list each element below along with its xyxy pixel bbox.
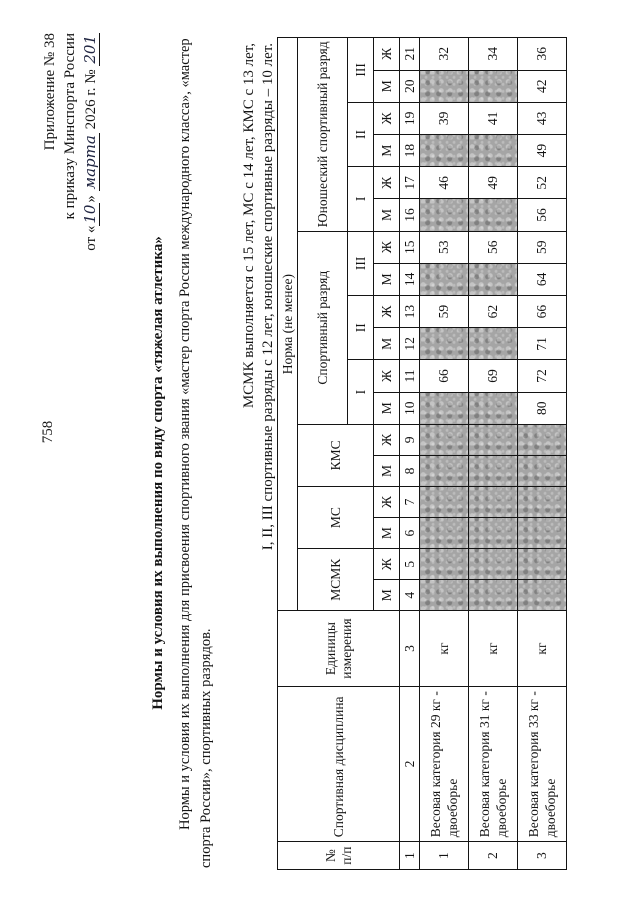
appendix-date-line [80, 33, 101, 293]
shaded-cell [420, 518, 469, 549]
value-rank-2-f: 59 [420, 296, 469, 328]
shaded-cell [469, 135, 518, 167]
header-num: № п/п [278, 842, 400, 870]
value-youth-2-m: 49 [518, 135, 567, 167]
table-row [518, 38, 567, 870]
gender-m: М [374, 518, 400, 549]
header-row-1 [278, 38, 298, 870]
value-youth-1-f: 49 [469, 167, 518, 199]
gender-m: М [374, 70, 400, 102]
gender-m: М [374, 580, 400, 611]
col-number: 21 [400, 38, 420, 71]
shaded-cell [469, 328, 518, 360]
col-number: 15 [400, 231, 420, 263]
table-row [469, 38, 518, 870]
value-youth-1-m: 56 [518, 199, 567, 231]
value-rank-3-f: 56 [469, 231, 518, 263]
norms-table [277, 37, 567, 870]
col-number: 17 [400, 167, 420, 199]
appendix-number: Приложение № 38 [42, 33, 58, 151]
value-rank-1-f: 66 [420, 360, 469, 392]
date-day: 10 [81, 204, 99, 224]
column-number-row [400, 38, 420, 870]
age-conditions-line-1: МСМК выполняется с 15 лет, МС с 14 лет, КМС с 13 лет, [241, 43, 257, 409]
col-number: 14 [400, 263, 420, 295]
col-number: 2 [400, 686, 420, 841]
row-number: 3 [518, 842, 567, 870]
shaded-cell [469, 263, 518, 295]
shaded-cell [469, 424, 518, 455]
col-number: 16 [400, 199, 420, 231]
value-rank-1-f: 69 [469, 360, 518, 392]
shaded-cell [420, 199, 469, 231]
shaded-cell [469, 199, 518, 231]
col-number: 4 [400, 580, 420, 611]
row-discipline: Весовая категория 29 кг - двоеборье [420, 686, 469, 841]
shaded-cell [420, 70, 469, 102]
gender-f: Ж [374, 167, 400, 199]
gender-f: Ж [374, 38, 400, 71]
gender-m: М [374, 455, 400, 486]
document-title: Нормы и условия их выполнения по виду спорта «тяжелая атлетика» [150, 236, 166, 710]
value-youth-2-f: 39 [420, 102, 469, 134]
gender-f: Ж [374, 296, 400, 328]
shaded-cell [469, 549, 518, 580]
col-number: 1 [400, 842, 420, 870]
shaded-cell [518, 455, 567, 486]
col-number: 9 [400, 424, 420, 455]
row-unit: кг [518, 611, 567, 687]
shaded-cell [469, 70, 518, 102]
value-youth-2-f: 41 [469, 102, 518, 134]
row-unit: кг [420, 611, 469, 687]
col-number: 12 [400, 328, 420, 360]
order-number: 201 [81, 35, 99, 64]
header-norm: Норма (не менее) [278, 38, 298, 611]
header-rank-1: I [348, 360, 374, 424]
header-kms: КМС [298, 424, 374, 486]
appendix-header [40, 33, 101, 293]
gender-f: Ж [374, 360, 400, 392]
shaded-cell [518, 549, 567, 580]
shaded-cell [518, 518, 567, 549]
value-rank-3-f: 53 [420, 231, 469, 263]
gender-m: М [374, 328, 400, 360]
gender-f: Ж [374, 486, 400, 517]
value-rank-3-m: 64 [518, 263, 567, 295]
value-youth-1-f: 52 [518, 167, 567, 199]
header-youth-rank-3: III [348, 38, 374, 103]
age-conditions [240, 43, 278, 803]
header-units: Единицы измерения [278, 611, 400, 687]
shaded-cell [469, 518, 518, 549]
shaded-cell [420, 135, 469, 167]
value-rank-1-m: 80 [518, 392, 567, 424]
page-number: 758 [40, 420, 56, 444]
header-rank-2: II [348, 296, 374, 360]
header-msmk: МСМК [298, 549, 374, 611]
row-discipline: Весовая категория 31 кг - двоеборье [469, 686, 518, 841]
col-number: 13 [400, 296, 420, 328]
gender-m: М [374, 135, 400, 167]
date-month: марта [81, 135, 99, 190]
value-rank-1-f: 72 [518, 360, 567, 392]
gender-m: М [374, 392, 400, 424]
shaded-cell [518, 580, 567, 611]
table-row [420, 38, 469, 870]
header-ms: МС [298, 486, 374, 548]
gender-f: Ж [374, 424, 400, 455]
shaded-cell [420, 486, 469, 517]
value-rank-2-m: 71 [518, 328, 567, 360]
header-rank-3: III [348, 231, 374, 295]
col-number: 18 [400, 135, 420, 167]
header-youth-rank: Юношеский спортивный разряд [298, 38, 348, 232]
col-number: 11 [400, 360, 420, 392]
shaded-cell [420, 455, 469, 486]
col-number: 3 [400, 611, 420, 687]
shaded-cell [420, 392, 469, 424]
header-youth-rank-2: II [348, 102, 374, 166]
date-year: 2026 г. № [83, 69, 99, 130]
value-youth-3-m: 42 [518, 70, 567, 102]
gender-m: М [374, 199, 400, 231]
value-rank-2-f: 62 [469, 296, 518, 328]
gender-m: М [374, 263, 400, 295]
col-number: 7 [400, 486, 420, 517]
row-number: 2 [469, 842, 518, 870]
shaded-cell [518, 486, 567, 517]
gender-f: Ж [374, 102, 400, 134]
value-rank-2-f: 66 [518, 296, 567, 328]
row-number: 1 [420, 842, 469, 870]
shaded-cell [420, 580, 469, 611]
header-sport-rank: Спортивный разряд [298, 231, 348, 424]
date-quote: » [83, 195, 99, 203]
intro-paragraph: Нормы и условия их выполнения для присвоения спортивного звания «мастер спорта России международного класса», «мастер спорта России», спортивных разрядов. [177, 38, 214, 868]
shaded-cell [469, 455, 518, 486]
col-number: 20 [400, 70, 420, 102]
date-prefix: от « [83, 225, 99, 251]
gender-f: Ж [374, 231, 400, 263]
shaded-cell [469, 392, 518, 424]
shaded-cell [420, 549, 469, 580]
value-youth-2-f: 43 [518, 102, 567, 134]
header-youth-rank-1: I [348, 167, 374, 231]
shaded-cell [469, 486, 518, 517]
col-number: 10 [400, 392, 420, 424]
value-youth-1-f: 46 [420, 167, 469, 199]
header-discipline: Спортивная дисциплина [278, 686, 400, 841]
col-number: 5 [400, 549, 420, 580]
value-youth-3-f: 32 [420, 38, 469, 71]
value-youth-3-f: 34 [469, 38, 518, 71]
row-unit: кг [469, 611, 518, 687]
age-conditions-line-2: I, II, III спортивные разряды с 12 лет, юношеские спортивные разряды – 10 лет. [260, 43, 276, 551]
value-rank-3-f: 59 [518, 231, 567, 263]
col-number: 8 [400, 455, 420, 486]
shaded-cell [420, 328, 469, 360]
col-number: 19 [400, 102, 420, 134]
row-discipline: Весовая категория 33 кг - двоеборье [518, 686, 567, 841]
value-youth-3-f: 36 [518, 38, 567, 71]
gender-f: Ж [374, 549, 400, 580]
appendix-order-ref: к приказу Минспорта России [62, 33, 78, 220]
shaded-cell [420, 263, 469, 295]
shaded-cell [469, 580, 518, 611]
shaded-cell [420, 424, 469, 455]
col-number: 6 [400, 518, 420, 549]
shaded-cell [518, 424, 567, 455]
